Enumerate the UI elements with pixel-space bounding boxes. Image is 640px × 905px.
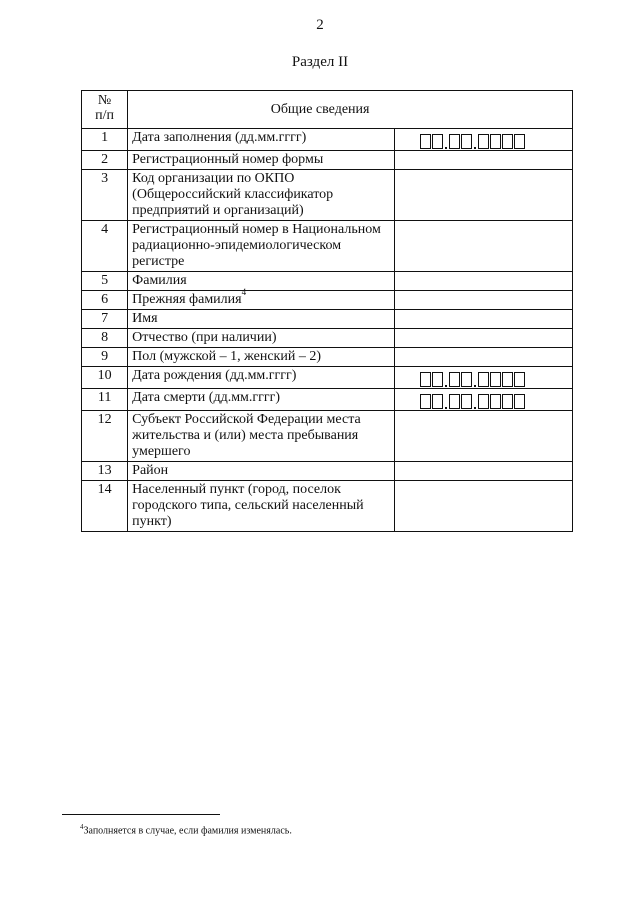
row-value-field[interactable]: [394, 151, 573, 170]
table-row: [82, 221, 573, 272]
row-label: Регистрационный номер в Национальном радиационно-эпидемиологическом регистре: [132, 222, 381, 269]
date-separator-dot: [444, 372, 449, 387]
page-number: 2: [316, 17, 324, 33]
table-row: [82, 367, 573, 389]
date-digit-box[interactable]: [514, 134, 525, 149]
row-label: Пол (мужской – 1, женский – 2): [132, 349, 321, 364]
date-digit-box[interactable]: [420, 134, 431, 149]
row-label-cell: [128, 221, 394, 272]
row-label-cell: [128, 389, 394, 411]
row-number: 14: [82, 481, 128, 532]
table-row: [82, 348, 573, 367]
date-separator-dot: [473, 134, 478, 149]
row-number: 11: [82, 389, 128, 411]
footnote-marker: 4: [80, 823, 84, 831]
general-info-table: [81, 90, 573, 532]
row-label-cell: [128, 287, 394, 310]
date-digit-box[interactable]: [502, 372, 513, 387]
footnote-reference: 4: [241, 287, 247, 298]
date-digit-box[interactable]: [490, 394, 501, 409]
footnote: [80, 823, 292, 836]
row-label: Дата рождения (дд.мм.гггг): [132, 368, 297, 383]
row-label: Фамилия: [132, 273, 187, 288]
date-digit-box[interactable]: [461, 134, 472, 149]
row-number: 1: [82, 129, 128, 151]
date-input-boxes[interactable]: [399, 368, 569, 387]
header-title: Общие сведения: [270, 101, 370, 117]
header-title-cell: [128, 91, 573, 129]
row-number: 4: [82, 221, 128, 272]
date-digit-box[interactable]: [490, 372, 501, 387]
date-digit-box[interactable]: [432, 134, 443, 149]
row-label-cell: [128, 367, 394, 389]
row-label-cell: [128, 310, 394, 329]
row-value-field[interactable]: [394, 272, 573, 291]
row-label: Прежняя фамилия: [132, 292, 242, 307]
date-digit-box[interactable]: [449, 394, 460, 409]
date-digit-box[interactable]: [432, 372, 443, 387]
row-value-field[interactable]: [394, 389, 573, 411]
row-label-cell: [128, 329, 394, 348]
table-header-row: [82, 91, 573, 129]
row-value-field[interactable]: [394, 367, 573, 389]
row-value-field[interactable]: [394, 221, 573, 272]
row-value-field[interactable]: [394, 329, 573, 348]
row-value-field[interactable]: [394, 411, 573, 462]
date-input-boxes[interactable]: [399, 130, 569, 149]
row-value-field[interactable]: [394, 348, 573, 367]
row-value-field[interactable]: [394, 462, 573, 481]
row-label-cell: [128, 462, 394, 481]
row-number: 13: [82, 462, 128, 481]
row-label-cell: [128, 151, 394, 170]
date-separator-dot: [473, 372, 478, 387]
date-separator-dot: [444, 134, 449, 149]
row-label: Регистрационный номер формы: [132, 152, 324, 167]
row-number: 10: [82, 367, 128, 389]
date-digit-box[interactable]: [502, 134, 513, 149]
date-digit-box[interactable]: [449, 372, 460, 387]
header-number-sign: №: [97, 93, 112, 108]
row-value-field[interactable]: [394, 310, 573, 329]
date-digit-box[interactable]: [514, 394, 525, 409]
footnote-text: Заполняется в случае, если фамилия изменялась.: [83, 825, 292, 837]
date-digit-box[interactable]: [478, 394, 489, 409]
row-number: 3: [82, 170, 128, 221]
row-number: 6: [82, 291, 128, 310]
row-label: Дата заполнения (дд.мм.гггг): [132, 130, 307, 145]
table-row: [82, 272, 573, 291]
row-label: Дата смерти (дд.мм.гггг): [132, 390, 281, 405]
table-row: [82, 462, 573, 481]
row-number: 12: [82, 411, 128, 462]
row-number: 2: [82, 151, 128, 170]
row-label: Имя: [132, 311, 158, 326]
header-number-abbr: п/п: [95, 108, 115, 123]
row-label-cell: [128, 272, 394, 291]
date-separator-dot: [444, 394, 449, 409]
table-row: [82, 170, 573, 221]
date-digit-box[interactable]: [478, 134, 489, 149]
row-value-field[interactable]: [394, 129, 573, 151]
row-value-field[interactable]: [394, 291, 573, 310]
row-label: Район: [132, 463, 169, 478]
table-row: [82, 151, 573, 170]
row-label-cell: [128, 129, 394, 151]
row-value-field[interactable]: [394, 481, 573, 532]
header-number-cell: [82, 91, 128, 129]
row-label: Код организации по ОКПО (Общероссийский классификатор предприятий и организаций): [132, 171, 334, 218]
table-row: [82, 389, 573, 411]
date-digit-box[interactable]: [514, 372, 525, 387]
date-digit-box[interactable]: [420, 372, 431, 387]
row-number: 9: [82, 348, 128, 367]
row-label: Отчество (при наличии): [132, 330, 277, 345]
row-label: Субъект Российской Федерации места жительства и (или) места пребывания умершего: [132, 412, 361, 459]
row-label: Населенный пункт (город, поселок городского типа, сельский населенный пункт): [132, 482, 364, 529]
row-number: 5: [82, 272, 128, 291]
table-row: [82, 411, 573, 462]
row-number: 8: [82, 329, 128, 348]
date-digit-box[interactable]: [449, 134, 460, 149]
table-row: [82, 129, 573, 151]
date-input-boxes[interactable]: [399, 390, 569, 409]
date-digit-box[interactable]: [461, 394, 472, 409]
row-label-cell: [128, 481, 394, 532]
row-value-field[interactable]: [394, 170, 573, 221]
table-row: [82, 481, 573, 532]
date-digit-box[interactable]: [432, 394, 443, 409]
table-row: [82, 310, 573, 329]
table-row: [82, 329, 573, 348]
row-label-cell: [128, 411, 394, 462]
date-digit-box[interactable]: [478, 372, 489, 387]
date-digit-box[interactable]: [490, 134, 501, 149]
table-row: [82, 291, 573, 310]
row-label-cell: [128, 170, 394, 221]
date-digit-box[interactable]: [420, 394, 431, 409]
section-title: Раздел II: [291, 54, 349, 70]
date-digit-box[interactable]: [461, 372, 472, 387]
date-digit-box[interactable]: [502, 394, 513, 409]
row-number: 7: [82, 310, 128, 329]
date-separator-dot: [473, 394, 478, 409]
row-label-cell: [128, 348, 394, 367]
footnote-divider: [62, 814, 220, 815]
